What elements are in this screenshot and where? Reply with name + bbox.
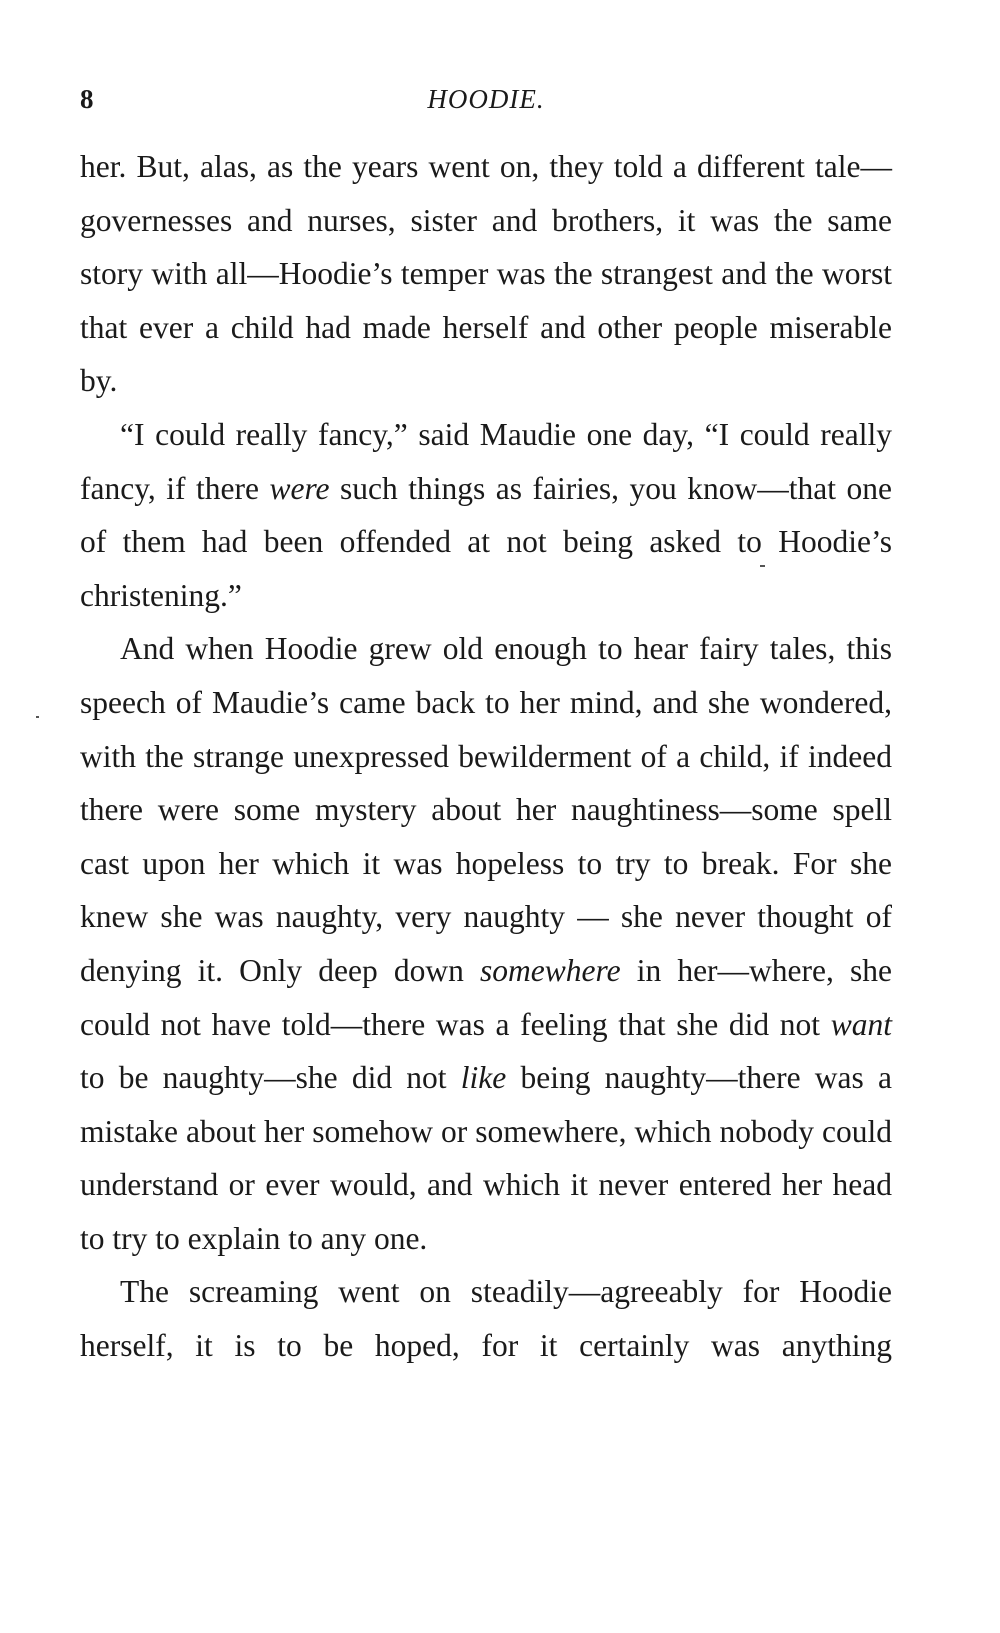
page-number: 8: [80, 84, 94, 114]
print-speck: [760, 565, 765, 567]
paragraph-3: [80, 622, 892, 1265]
running-title: HOODIE.: [427, 84, 545, 114]
text-run: being naughty—there was a mistake about her somehow or somewhere, which nobody could understand or ever would, and which it never entered her head to try to explain to any one.: [80, 1060, 892, 1256]
body-text: [80, 140, 892, 1373]
paragraph-4: [80, 1265, 892, 1372]
print-speck: [36, 716, 39, 718]
italic-emphasis: somewhere: [480, 952, 621, 988]
italic-emphasis: like: [460, 1060, 507, 1096]
text-run: The screaming went on steadily—agreeably for Hoodie herself, it is to be hoped, for it certainly was anything: [80, 1274, 892, 1364]
text-run: in her—where, she could not have told—there was a feeling that she did not: [80, 952, 892, 1042]
page-header: [80, 84, 892, 124]
paragraph-2: [80, 408, 892, 622]
paragraph-1: [80, 140, 892, 408]
italic-emphasis: were: [269, 470, 330, 506]
italic-emphasis: want: [830, 1006, 892, 1042]
text-run: her. But, alas, as the years went on, they told a different tale—governesses and nurses, sister and brothers, it was the same story with all—Hoodie’s temper was the strangest and the worst that ever a child had made herself and other people miserable by.: [80, 149, 892, 399]
text-run: such things as fairies, you know—that one of them had been offended at not being asked to Hoodie’s christening.”: [80, 470, 892, 613]
text-run: “I could really fancy,” said Maudie one day, “I could really fancy, if there: [80, 416, 892, 506]
text-run: And when Hoodie grew old enough to hear fairy tales, this speech of Maudie’s came back to her mind, and she wondered, with the strange unexpressed bewilderment of a child, if indeed there were some mystery about her naughtiness—some spell cast upon her which it was hopeless to try to break. For she knew she was naughty, very naughty — she never thought of denying it. Only deep down: [80, 631, 892, 988]
text-run: to be naughty—she did not: [80, 1060, 461, 1096]
